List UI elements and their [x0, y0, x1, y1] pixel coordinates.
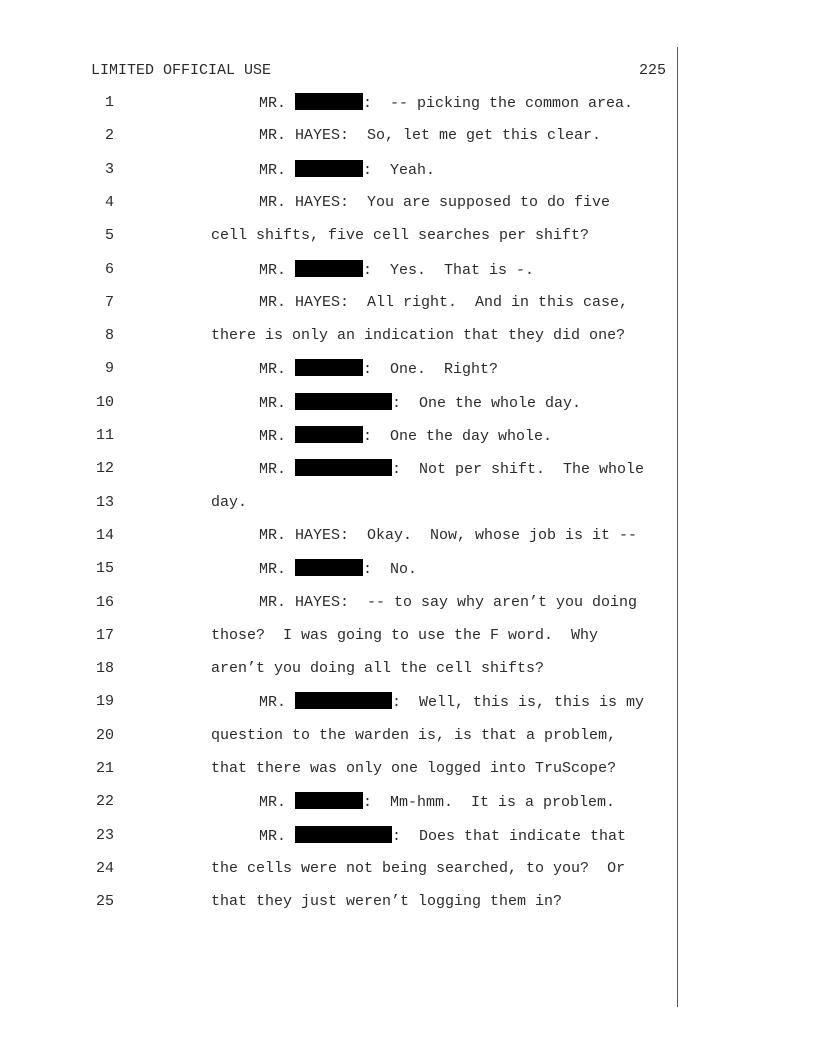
speaker-prefix: MR.	[259, 461, 296, 479]
speaker-line	[259, 826, 626, 847]
speaker-text: : Not per shift. The whole	[392, 461, 645, 479]
redaction-box	[295, 826, 392, 843]
page-margin-rule	[677, 47, 678, 1007]
transcript-line	[0, 593, 672, 613]
line-number: 4	[104, 193, 114, 211]
transcript-line	[0, 526, 672, 546]
transcript-line	[0, 126, 672, 146]
line-text: cell shifts, five cell searches per shift?	[211, 227, 590, 245]
line-number: 1	[104, 94, 114, 111]
redaction-box	[295, 692, 392, 709]
transcript-line	[0, 892, 672, 912]
redaction-box	[295, 426, 363, 443]
transcript-line	[0, 393, 672, 413]
speaker-text: : Does that indicate that	[392, 827, 627, 845]
transcript-line	[0, 559, 672, 579]
redaction-box	[295, 393, 392, 410]
transcript-line	[0, 293, 672, 313]
line-number: 18	[95, 660, 114, 678]
line-number: 20	[95, 726, 114, 744]
transcript-line	[0, 692, 672, 712]
speaker-text: : -- picking the common area.	[363, 95, 634, 112]
speaker-prefix: MR.	[259, 361, 296, 379]
line-number: 16	[95, 593, 114, 611]
line-text: day.	[211, 493, 248, 511]
redaction-box	[295, 359, 363, 376]
transcript-line	[0, 859, 672, 879]
speaker-prefix: MR.	[259, 394, 296, 412]
speaker-prefix: MR.	[259, 794, 296, 812]
line-text: that there was only one logged into TruScope?	[211, 760, 617, 777]
speaker-prefix: MR.	[259, 428, 296, 445]
line-text: MR. HAYES: So, let me get this clear.	[259, 127, 602, 145]
speaker-prefix: MR.	[259, 95, 296, 112]
speaker-text: : Well, this is, this is my	[392, 694, 645, 712]
speaker-line	[259, 559, 417, 580]
transcript-line	[0, 160, 672, 180]
speaker-text: : Mm-hmm. It is a problem.	[363, 794, 616, 812]
line-text: MR. HAYES: -- to say why aren’t you doing	[259, 593, 638, 611]
line-text: the cells were not being searched, to you? Or	[211, 859, 626, 877]
line-number: 5	[104, 227, 114, 245]
line-number: 7	[104, 293, 114, 311]
line-number: 25	[95, 893, 114, 911]
line-number: 23	[95, 826, 114, 844]
line-text: question to the warden is, is that a problem,	[211, 726, 617, 744]
transcript-line	[0, 359, 672, 379]
line-number: 10	[95, 393, 114, 411]
speaker-prefix: MR.	[259, 694, 296, 712]
speaker-text: : Yes. That is -.	[363, 261, 535, 279]
transcript-line	[0, 193, 672, 213]
speaker-line	[259, 692, 644, 713]
transcript-line	[0, 226, 672, 246]
redaction-box	[295, 160, 363, 177]
transcript-line	[0, 426, 672, 446]
speaker-prefix: MR.	[259, 827, 296, 845]
speaker-text: : One. Right?	[363, 361, 499, 379]
transcript-line	[0, 493, 672, 513]
speaker-prefix: MR.	[259, 161, 296, 179]
transcript-line	[0, 792, 672, 812]
transcript-line	[0, 626, 672, 646]
line-text: MR. HAYES: Okay. Now, whose job is it --	[259, 526, 638, 544]
speaker-line	[259, 359, 498, 380]
redaction-box	[295, 792, 363, 809]
transcript-line	[0, 326, 672, 346]
transcript-line	[0, 726, 672, 746]
speaker-line	[259, 160, 435, 181]
transcript-line	[0, 459, 672, 479]
redaction-box	[295, 260, 363, 277]
classification-header: LIMITED OFFICIAL USE	[91, 62, 272, 79]
line-number: 12	[95, 460, 114, 478]
line-number: 22	[95, 793, 114, 811]
transcript-line	[0, 759, 672, 779]
speaker-prefix: MR.	[259, 261, 296, 279]
line-number: 3	[104, 160, 114, 178]
speaker-line	[259, 459, 644, 480]
line-number: 2	[104, 127, 114, 145]
redaction-box	[295, 93, 363, 110]
speaker-line	[259, 426, 552, 447]
line-text: MR. HAYES: All right. And in this case,	[259, 293, 629, 311]
transcript-line	[0, 93, 672, 113]
line-number: 14	[95, 526, 114, 544]
line-text: those? I was going to use the F word. Why	[211, 626, 599, 644]
line-number: 13	[95, 493, 114, 511]
redaction-box	[295, 459, 392, 476]
speaker-line	[259, 93, 633, 114]
speaker-line	[259, 393, 581, 414]
line-number: 24	[95, 859, 114, 877]
speaker-text: : No.	[363, 561, 418, 579]
line-number: 6	[104, 260, 114, 278]
line-number: 15	[95, 560, 114, 578]
page-number: 225	[638, 62, 666, 79]
transcript-line	[0, 260, 672, 280]
speaker-text: : One the day whole.	[363, 428, 553, 445]
line-text: MR. HAYES: You are supposed to do five	[259, 193, 611, 211]
line-number: 8	[104, 327, 114, 345]
line-text: aren’t you doing all the cell shifts?	[211, 660, 545, 678]
line-number: 9	[104, 360, 114, 378]
redaction-box	[295, 559, 363, 576]
speaker-line	[259, 260, 534, 281]
line-number: 19	[95, 693, 114, 711]
speaker-text: : One the whole day.	[392, 394, 582, 412]
line-text: there is only an indication that they did one?	[211, 327, 626, 345]
speaker-text: : Yeah.	[363, 161, 436, 179]
transcript-line	[0, 659, 672, 679]
line-number: 17	[95, 626, 114, 644]
line-number: 11	[95, 427, 114, 444]
line-number: 21	[95, 760, 114, 777]
speaker-line	[259, 792, 615, 813]
line-text: that they just weren’t logging them in?	[211, 893, 563, 911]
transcript-line	[0, 826, 672, 846]
speaker-prefix: MR.	[259, 561, 296, 579]
